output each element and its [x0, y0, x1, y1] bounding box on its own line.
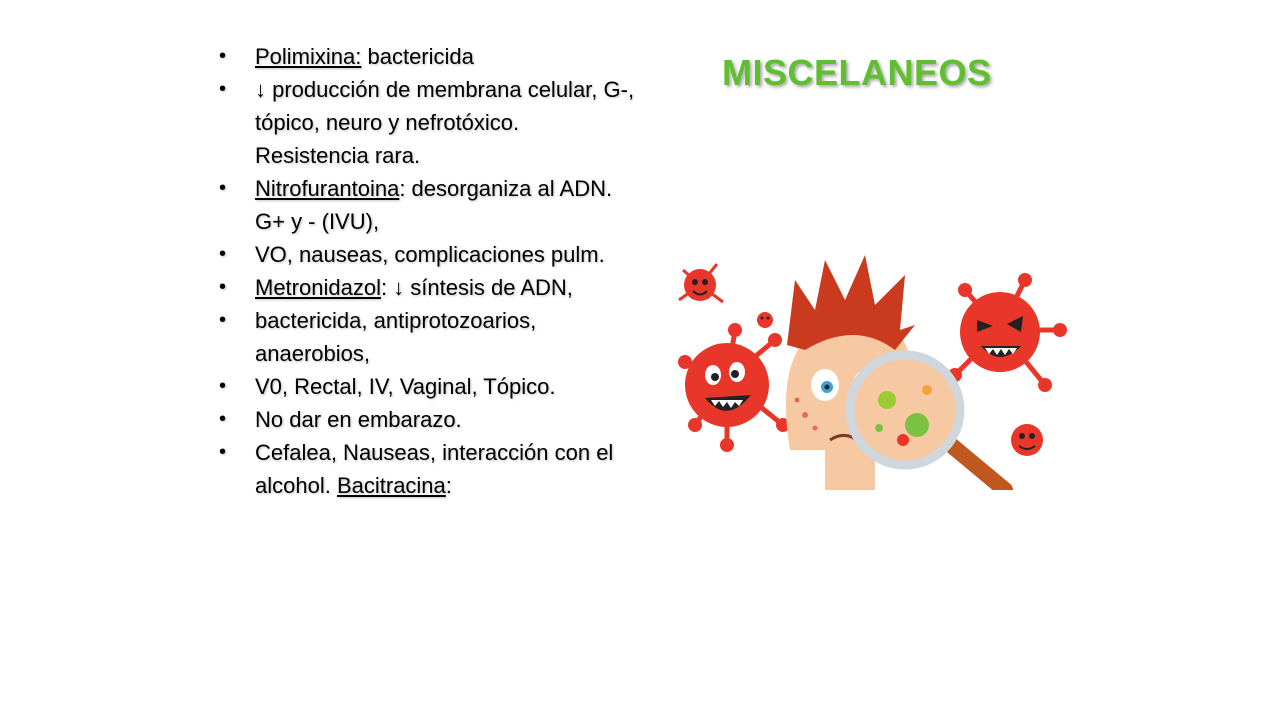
- virus-icon: [679, 264, 723, 302]
- virus-icon: [948, 273, 1067, 392]
- bullet-term: Bacitracina: [336, 473, 446, 498]
- bullet-text: ↓ producción de membrana celular, G-, tópico, neuro y nefrotóxico. Resistencia rara.: [255, 77, 635, 168]
- bullet-term: Polimixina:: [255, 44, 362, 69]
- bullet-text: VO, nauseas, complicaciones pulm.: [255, 242, 605, 267]
- bullet-item: [215, 238, 635, 271]
- bullet-term: Nitrofurantoina: [255, 176, 400, 201]
- bullet-text: bactericida, antiprotozoarios, anaerobios,: [255, 308, 537, 366]
- bullet-text: bactericida: [361, 44, 474, 69]
- bullet-item: [215, 172, 635, 238]
- slide-title: MISCELANEOS: [722, 52, 992, 93]
- virus-illustration: [665, 250, 1070, 490]
- bullet-text: :: [445, 473, 452, 498]
- bullet-text: Cefalea, Nauseas, interacción con el alcohol.: [255, 440, 614, 498]
- virus-icon: [1011, 424, 1043, 456]
- bullet-text: No dar en embarazo.: [255, 407, 462, 432]
- bullet-text: : ↓ síntesis de ADN,: [380, 275, 573, 300]
- virus-icon: [678, 323, 790, 452]
- bullet-text: V0, Rectal, IV, Vaginal, Tópico.: [255, 374, 556, 399]
- bullet-item: [215, 271, 635, 304]
- virus-icon: [757, 312, 773, 328]
- bullet-item: [215, 304, 635, 370]
- bullet-item: [215, 370, 635, 403]
- bullet-list: [215, 40, 635, 502]
- bullet-item: [215, 73, 635, 172]
- bullet-term: Metronidazol: [255, 275, 381, 300]
- bullet-item: [215, 403, 635, 436]
- bullet-text: : desorganiza al ADN. G+ y - (IVU),: [255, 176, 613, 234]
- virus-illustration-svg: [665, 250, 1070, 490]
- bullet-item: [215, 40, 635, 73]
- bullet-item: [215, 436, 635, 502]
